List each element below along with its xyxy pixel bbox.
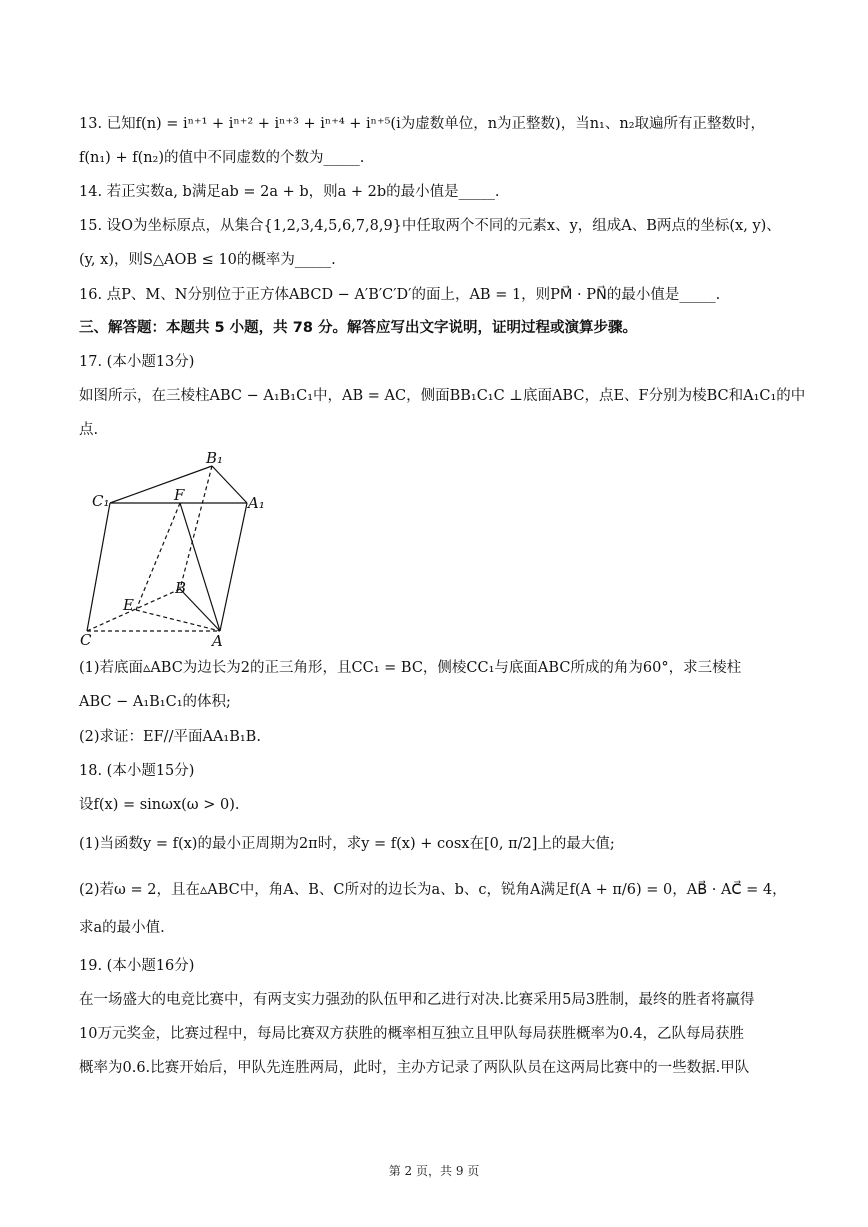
- line-q18c: (2)若ω = 2，且在▵ABC中，角A、B、C所对的边长为a、b、c，锐角A满足f(A + π/6) = 0，AB⃗ · AC⃗ = 4，: [79, 882, 787, 898]
- line-q19a: 在一场盛大的电竞比赛中，有两支实力强劲的队伍甲和乙进行对决.比赛采用5局3胜制，最终的胜者将赢得: [79, 992, 755, 1008]
- line-q16: 16. 点P、M、N分别位于正方体ABCD − A′B′C′D′的面上，AB = 1，则PM⃗ · PN⃗的最小值是_____.: [79, 287, 721, 303]
- line-q14: 14. 若正实数a, b满足ab = 2a + b，则a + 2b的最小值是_____.: [79, 184, 500, 200]
- line-q15b: (y, x)，则S△AOB ≤ 10的概率为_____.: [79, 252, 336, 268]
- line-q13a: 13. 已知f(n) = iⁿ⁺¹ + iⁿ⁺² + iⁿ⁺³ + iⁿ⁺⁴ + iⁿ⁺⁵(i为虚数单位，n为正整数)，当n₁、n₂取遍所有正整数时，: [79, 116, 766, 132]
- line-q17c: (1)若底面▵ABC为边长为2的正三角形，且CC₁ = BC，侧棱CC₁与底面ABC所成的角为60°，求三棱柱: [79, 660, 742, 676]
- line-q18b: (1)当函数y = f(x)的最小正周期为2π时，求y = f(x) + cosx在[0, π/2]上的最大值;: [79, 836, 615, 852]
- line-q15a: 15. 设O为坐标原点，从集合{1,2,3,4,5,6,7,8,9}中任取两个不同的元素x、y，组成A、B两点的坐标(x, y)、: [79, 218, 781, 234]
- label-c1: C₁: [92, 492, 110, 510]
- q17-heading: 17. (本小题13分): [79, 354, 195, 370]
- label-f: F: [174, 486, 185, 504]
- label-b1: B₁: [206, 449, 224, 467]
- label-c: C: [80, 631, 92, 648]
- line-q17d: ABC − A₁B₁C₁的体积;: [79, 694, 231, 710]
- line-q17e: (2)求证：EF//平面AA₁B₁B.: [79, 729, 261, 745]
- q19-heading: 19. (本小题16分): [79, 958, 195, 974]
- line-q19b: 10万元奖金，比赛过程中，每局比赛双方获胜的概率相互独立且甲队每局获胜概率为0.4，乙队每局获胜: [79, 1026, 745, 1042]
- label-e: E: [123, 596, 134, 614]
- line-q17a: 如图所示，在三棱柱ABC − A₁B₁C₁中，AB = AC，侧面BB₁C₁C ⊥底面ABC，点E、F分别为棱BC和A₁C₁的中: [79, 388, 806, 404]
- page-footer: 第 2 页，共 9 页: [388, 1164, 480, 1178]
- line-q17b: 点.: [79, 422, 99, 438]
- prism-figure: [72, 448, 272, 648]
- line-q18d: 求a的最小值.: [79, 920, 165, 936]
- line-q19c: 概率为0.6.比赛开始后，甲队先连胜两局，此时，主办方记录了两队队员在这两局比赛中的一些数据.甲队: [79, 1060, 750, 1076]
- label-b: B: [175, 579, 187, 597]
- section-heading-answers: 三、解答题：本题共 5 小题，共 78 分。解答应写出文字说明，证明过程或演算步骤。: [79, 320, 637, 336]
- line-q18a: 设f(x) = sinωx(ω > 0).: [79, 797, 240, 813]
- line-q13b: f(n₁) + f(n₂)的值中不同虚数的个数为_____.: [79, 150, 365, 166]
- label-a: A: [212, 632, 223, 648]
- label-a1: A₁: [248, 494, 265, 512]
- q18-heading: 18. (本小题15分): [79, 763, 195, 779]
